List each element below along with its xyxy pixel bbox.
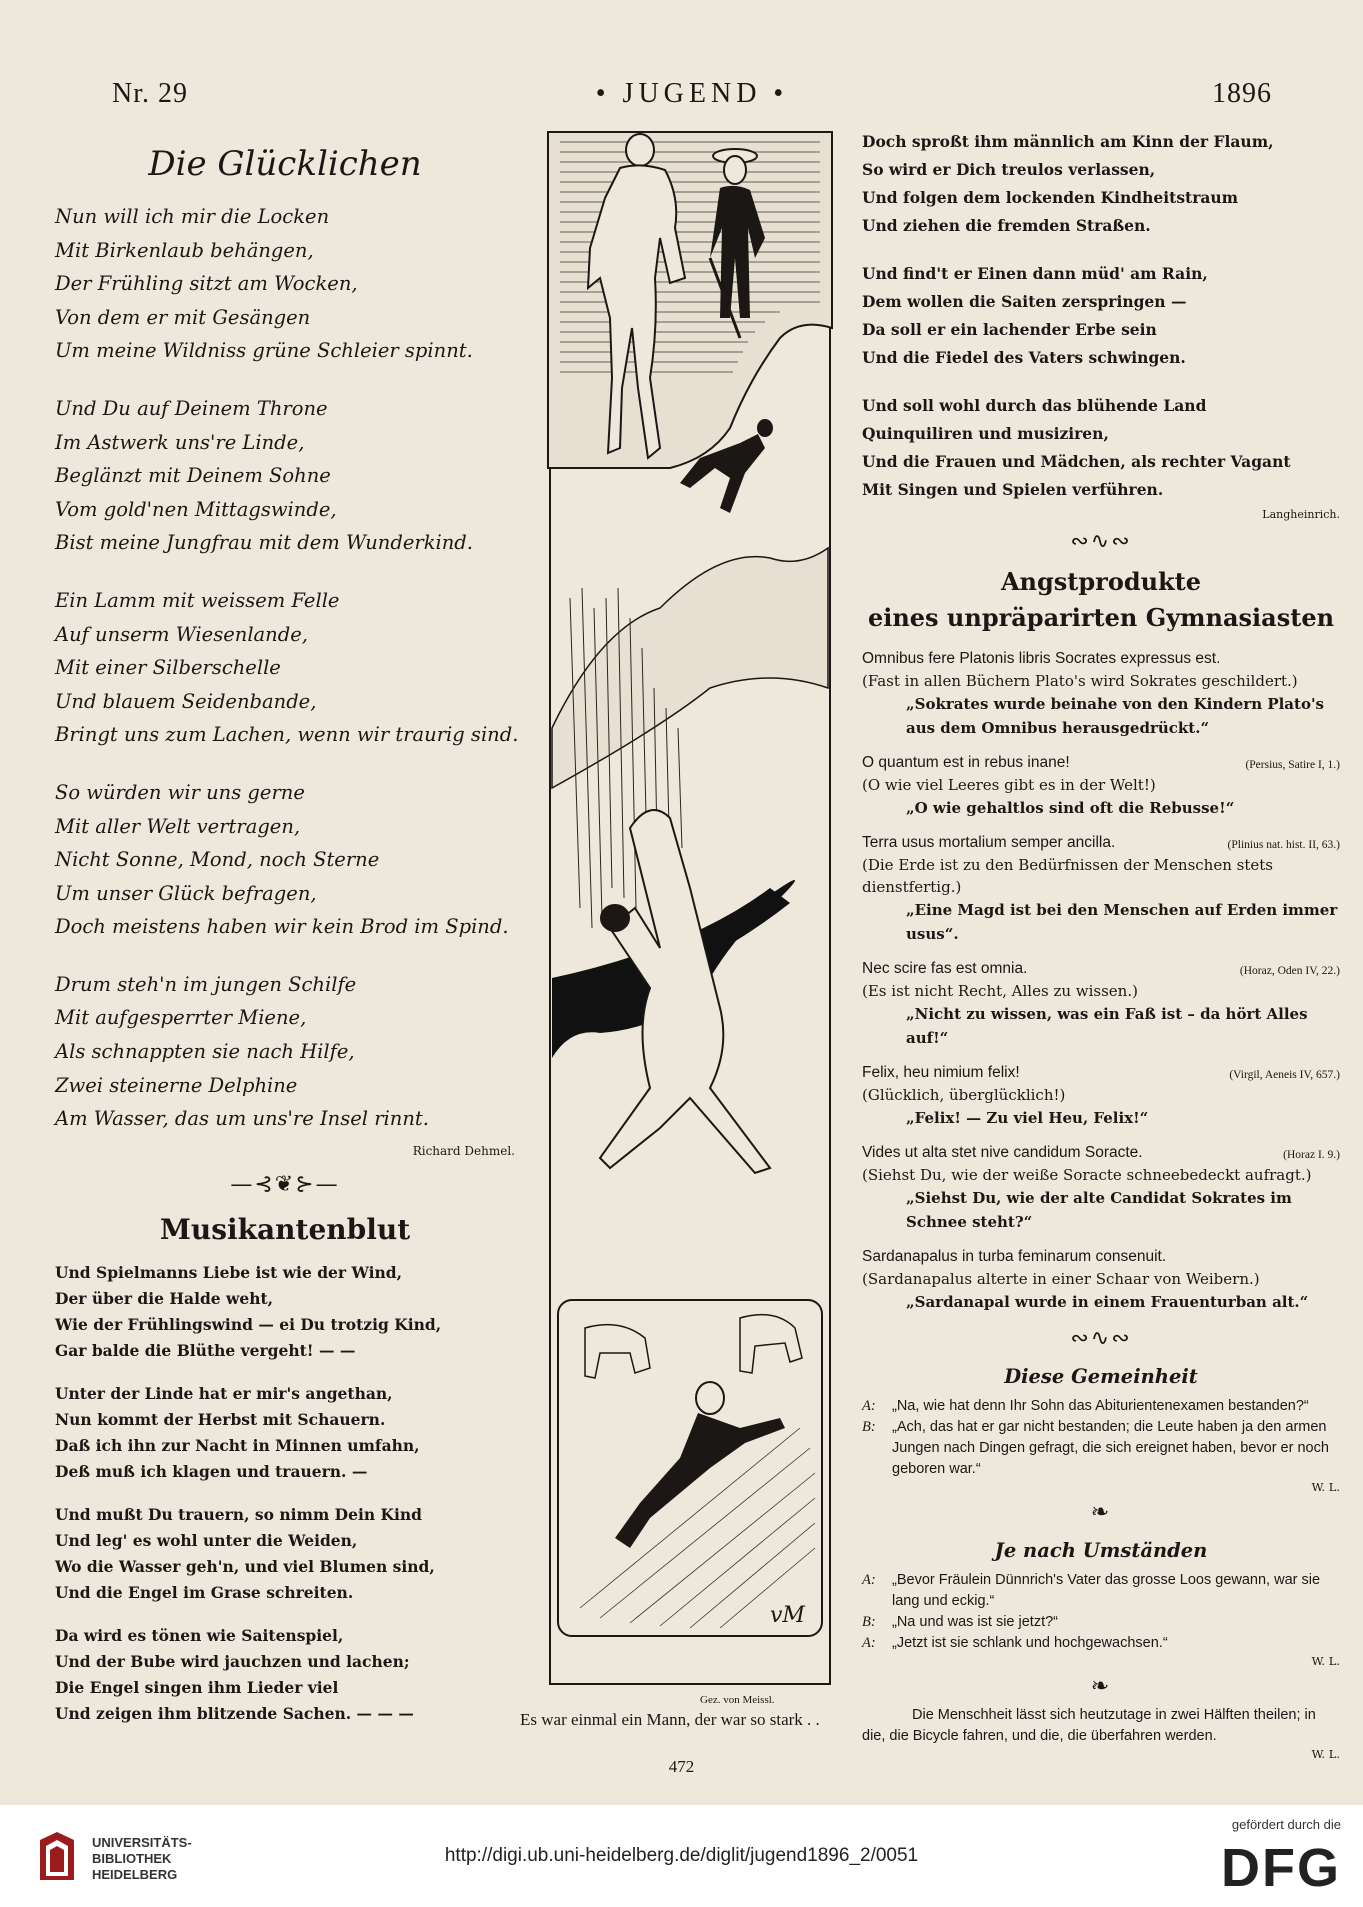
latin-quote <box>862 648 1340 670</box>
latin-reference: (Plinius nat. hist. II, 63.) <box>1227 839 1340 851</box>
dialog-line <box>862 1396 1340 1417</box>
gemeinheit-dialog <box>862 1396 1340 1480</box>
verse-line: Doch meistens haben wir kein Brod im Spind. <box>55 915 509 939</box>
stanza <box>55 968 515 1136</box>
artist-monogram: vM <box>770 1603 805 1628</box>
latin-reference: (Persius, Satire I, 1.) <box>1245 759 1340 771</box>
verse-line: Und blauem Seidenbande, <box>55 689 317 713</box>
verse-line: Und ziehen die fremden Straßen. <box>862 216 1151 235</box>
umstaende-signature: W. L. <box>1311 1654 1340 1668</box>
ornament-divider: ❧ <box>1090 1500 1112 1525</box>
dialog-line <box>862 1417 1340 1480</box>
verse-line: Und mußt Du trauern, so nimm Dein Kind <box>55 1504 422 1524</box>
german-translation: (Glücklich, überglücklich!) <box>862 1086 1066 1104</box>
ornament-divider: ∾∿∾ <box>1070 1326 1132 1351</box>
angst-entry <box>862 648 1340 740</box>
speaker-label: B: <box>862 1419 876 1435</box>
german-translation: (Es ist nicht Recht, Alles zu wissen.) <box>862 982 1138 1000</box>
verse-line: Ein Lamm mit weissem Felle <box>55 588 340 612</box>
page-number: 472 <box>668 1757 695 1776</box>
right-column <box>862 128 1340 1761</box>
top-panel <box>548 132 832 468</box>
verse-line: Bist meine Jungfrau mit dem Wunderkind. <box>55 531 473 555</box>
illustration-caption: Es war einmal ein Mann, der war so stark . . <box>520 1710 820 1729</box>
dialog-text: „Bevor Fräulein Dünnrich's Vater das grosse Loos gewann, war sie lang und eckig.“ <box>892 1572 1321 1609</box>
page-header <box>112 78 1272 118</box>
angst-entry <box>862 1142 1340 1234</box>
left-column <box>55 130 519 1744</box>
stanza <box>55 584 519 752</box>
verse-line: Dem wollen die Saiten zerspringen — <box>862 292 1187 311</box>
latin-text: Terra usus mortalium semper ancilla. <box>862 834 1116 851</box>
verse-line: Und Du auf Deinem Throne <box>55 396 328 420</box>
latin-quote <box>862 752 1340 774</box>
verse-line: Nun kommt der Herbst mit Schauern. <box>55 1409 386 1429</box>
latin-text: Omnibus fere Platonis libris Socrates expressus est. <box>862 650 1221 667</box>
stanza <box>862 260 1340 372</box>
year: 1896 <box>1212 78 1272 109</box>
ornament-divider: ❧ <box>1090 1674 1112 1699</box>
stanza <box>55 1381 515 1485</box>
german-translation: (Siehst Du, wie der weiße Soracte schneebedeckt aufragt.) <box>862 1166 1312 1184</box>
stanza <box>862 392 1340 504</box>
angst-entry <box>862 1062 1340 1130</box>
magazine-title: • JUGEND • <box>595 78 789 109</box>
verse-line: Im Astwerk uns're Linde, <box>55 430 305 454</box>
ornament-divider: —⊰❦⊱— <box>230 1171 340 1197</box>
verse-line: Mit Birkenlaub behängen, <box>55 238 314 262</box>
verse-line: Nun will ich mir die Locken <box>55 205 330 228</box>
angstprodukte-title-line2: eines unpräparirten Gymnasiasten <box>867 603 1335 632</box>
bicycle-endnote: Die Menschheit lässt sich heutzutage in zwei Hälften theilen; in die, die Bicycle fahren, und die, die überfahren werden. <box>862 1707 1316 1744</box>
german-translation: (Die Erde ist zu den Bedürfnissen der Menschen stets dienstfertig.) <box>862 856 1273 896</box>
verse-line: Von dem er mit Gesängen <box>55 305 311 329</box>
latin-text: Felix, heu nimium felix! <box>862 1064 1020 1081</box>
verse-line: Da soll er ein lachender Erbe sein <box>862 320 1157 339</box>
verse-line: Daß ich ihn zur Nacht in Minnen umfahn, <box>55 1435 420 1455</box>
angstprodukte-title-line1: Angstprodukte <box>1000 567 1202 596</box>
latin-quote <box>862 958 1340 980</box>
poem-author-langheinrich: Langheinrich. <box>1262 508 1340 521</box>
gemeinheit-title: Diese Gemeinheit <box>1004 1365 1198 1388</box>
verse-line: Als schnappten sie nach Hilfe, <box>55 1040 355 1064</box>
latin-text: Sardanapalus in turba feminarum consenuit. <box>862 1248 1167 1265</box>
poem-title-musikantenblut: Musikantenblut <box>159 1212 411 1246</box>
illustration-drawing <box>540 128 840 1698</box>
verse-line: Am Wasser, das um uns're Insel rinnt. <box>55 1107 429 1131</box>
poem-musikantenblut-continued <box>862 128 1340 504</box>
verse-line: Bringt uns zum Lachen, wenn wir traurig sind. <box>55 723 519 747</box>
german-translation: (O wie viel Leeres gibt es in der Welt!) <box>862 776 1156 794</box>
viewer-footer <box>0 1805 1363 1907</box>
illustration-panel <box>540 128 840 1702</box>
latin-text: Nec scire fas est omnia. <box>862 960 1028 977</box>
speaker-label: A: <box>862 1635 876 1651</box>
verse-line: Und zeigen ihm blitzende Sachen. — — — <box>55 1703 414 1723</box>
speaker-label: A: <box>862 1572 876 1588</box>
poem-author-dehmel: Richard Dehmel. <box>412 1143 515 1158</box>
verse-line: Mit aller Welt vertragen, <box>55 814 301 838</box>
angst-entry <box>862 752 1340 820</box>
stanza <box>55 1502 515 1606</box>
verse-line: Unter der Linde hat er mir's angethan, <box>55 1383 393 1403</box>
latin-quote <box>862 1142 1340 1164</box>
verse-line: Um meine Wildniss grüne Schleier spinnt. <box>55 339 473 363</box>
latin-text: Vides ut alta stet nive candidum Soracte. <box>862 1144 1143 1161</box>
verse-line: Und find't er Einen dann müd' am Rain, <box>862 264 1208 283</box>
verse-line: Mit Singen und Spielen verführen. <box>862 480 1164 499</box>
verse-line: Mit einer Silberschelle <box>55 656 281 680</box>
library-line: UNIVERSITÄTS- <box>92 1835 192 1850</box>
issue-number: Nr. 29 <box>112 78 188 109</box>
latin-text: O quantum est in rebus inane! <box>862 754 1070 771</box>
verse-line: Und die Engel im Grase schreiten. <box>55 1582 354 1602</box>
dialog-text: „Ach, das hat er gar nicht bestanden; die Leute haben ja den armen Jungen nach Dingen gefragt, die sich ereignet haben, bevor er noch geboren war.“ <box>892 1419 1329 1477</box>
verse-line: Wo die Wasser geh'n, und viel Blumen sind, <box>55 1556 435 1576</box>
verse-line: So wird er Dich treulos verlassen, <box>862 160 1156 179</box>
angstprodukte-title <box>862 564 1340 636</box>
funder-label: gefördert durch die <box>1231 1817 1341 1832</box>
dialog-line <box>862 1570 1340 1612</box>
student-translation: „Sokrates wurde beinahe von den Kindern Plato's aus dem Omnibus herausgedrückt.“ <box>906 695 1325 737</box>
library-line: BIBLIOTHEK <box>92 1851 172 1866</box>
verse-line: Und die Fiedel des Vaters schwingen. <box>862 348 1186 367</box>
student-translation: „Eine Magd ist bei den Menschen auf Erden immer usus“. <box>906 901 1338 943</box>
angstprodukte-entries <box>862 648 1340 1314</box>
student-translation: „Felix! — Zu viel Heu, Felix!“ <box>906 1109 1149 1127</box>
endnote-signature: W. L. <box>1311 1747 1340 1761</box>
verse-line: So würden wir uns gerne <box>55 780 305 804</box>
speaker-label: B: <box>862 1614 876 1630</box>
stanza <box>862 128 1340 240</box>
angst-entry <box>862 832 1340 946</box>
latin-reference: (Horaz, Oden IV, 22.) <box>1239 965 1340 977</box>
verse-line: Um unser Glück befragen, <box>55 881 317 905</box>
verse-line: Und leg' es wohl unter die Weiden, <box>55 1530 358 1550</box>
dialog-line <box>862 1612 1340 1633</box>
verse-line: Und folgen dem lockenden Kindheitstraum <box>862 188 1239 207</box>
angst-entry <box>862 1246 1340 1314</box>
permalink-url[interactable]: http://digi.ub.uni-heidelberg.de/diglit/jugend1896_2/0051 <box>444 1845 919 1866</box>
ornament-divider: ∾∿∾ <box>1070 529 1132 554</box>
verse-line: Auf unserm Wiesenlande, <box>55 622 308 646</box>
angst-entry <box>862 958 1340 1050</box>
stanza <box>55 776 515 944</box>
stanza <box>55 200 515 368</box>
dfg-logo[interactable]: DFG <box>1221 1838 1341 1898</box>
umstaende-title: Je nach Umständen <box>994 1539 1208 1562</box>
illustration-credit: Gez. von Meissl. <box>700 1694 775 1706</box>
verse-line: Deß muß ich klagen und trauern. — <box>55 1461 368 1481</box>
student-translation: „Sardanapal wurde in einem Frauenturban alt.“ <box>906 1293 1309 1311</box>
latin-quote <box>862 1246 1340 1268</box>
library-line: HEIDELBERG <box>92 1867 178 1882</box>
latin-reference: (Horaz I. 9.) <box>1283 1149 1340 1161</box>
stanza <box>55 1623 515 1727</box>
student-translation: „O wie gehaltlos sind oft die Rebusse!“ <box>906 799 1235 817</box>
dialog-line <box>862 1633 1340 1654</box>
mountain <box>552 548 828 788</box>
poem-title-gluecklichen: Die Glücklichen <box>148 144 422 184</box>
poem-gluecklichen-body <box>55 200 519 1136</box>
verse-line: Quinquiliren und musiziren, <box>862 424 1109 443</box>
student-translation: „Siehst Du, wie der alte Candidat Sokrates im Schnee steht?“ <box>906 1189 1292 1231</box>
verse-line: Und der Bube wird jauchzen und lachen; <box>55 1651 410 1671</box>
verse-line: Der Frühling sitzt am Wocken, <box>55 272 358 296</box>
verse-line: Zwei steinerne Delphine <box>55 1073 298 1097</box>
latin-quote <box>862 832 1340 854</box>
verse-line: Und die Frauen und Mädchen, als rechter Vagant <box>862 452 1291 471</box>
verse-line: Der über die Halde weht, <box>55 1288 274 1308</box>
verse-line: Und Spielmanns Liebe ist wie der Wind, <box>55 1262 402 1282</box>
speaker-label: A: <box>862 1398 876 1414</box>
verse-line: Vom gold'nen Mittagswinde, <box>55 497 337 521</box>
german-translation: (Sardanapalus alterte in einer Schaar von Weibern.) <box>862 1270 1260 1288</box>
verse-line: Drum steh'n im jungen Schilfe <box>55 972 357 996</box>
verse-line: Und soll wohl durch das blühende Land <box>862 396 1207 415</box>
verse-line: Gar balde die Blüthe vergeht! — — <box>55 1340 356 1360</box>
dialog-text: „Jetzt ist sie schlank und hochgewachsen.“ <box>892 1635 1168 1651</box>
stanza <box>55 392 515 560</box>
dialog-text: „Na und was ist sie jetzt?“ <box>892 1614 1059 1630</box>
verse-line: Wie der Frühlingswind — ei Du trotzig Kind, <box>55 1314 442 1334</box>
dialog-text: „Na, wie hat denn Ihr Sohn das Abiturientenexamen bestanden?“ <box>892 1398 1309 1414</box>
verse-line: Nicht Sonne, Mond, noch Sterne <box>55 848 380 872</box>
gemeinheit-signature: W. L. <box>1311 1480 1340 1494</box>
german-translation: (Fast in allen Büchern Plato's wird Sokrates geschildert.) <box>862 672 1298 690</box>
student-translation: „Nicht zu wissen, was ein Faß ist – da hört Alles auf!“ <box>906 1005 1308 1047</box>
verse-line: Die Engel singen ihm Lieder viel <box>55 1677 339 1697</box>
poem-musikantenblut-body <box>55 1260 515 1727</box>
latin-reference: (Virgil, Aeneis IV, 657.) <box>1229 1069 1340 1081</box>
verse-line: Da wird es tönen wie Saitenspiel, <box>55 1625 344 1645</box>
verse-line: Doch sproßt ihm männlich am Kinn der Flaum, <box>862 132 1274 151</box>
latin-quote <box>862 1062 1340 1084</box>
verse-line: Beglänzt mit Deinem Sohne <box>55 464 331 488</box>
verse-line: Mit aufgesperrter Miene, <box>55 1006 307 1030</box>
stanza <box>55 1260 515 1364</box>
umstaende-dialog <box>862 1570 1340 1654</box>
